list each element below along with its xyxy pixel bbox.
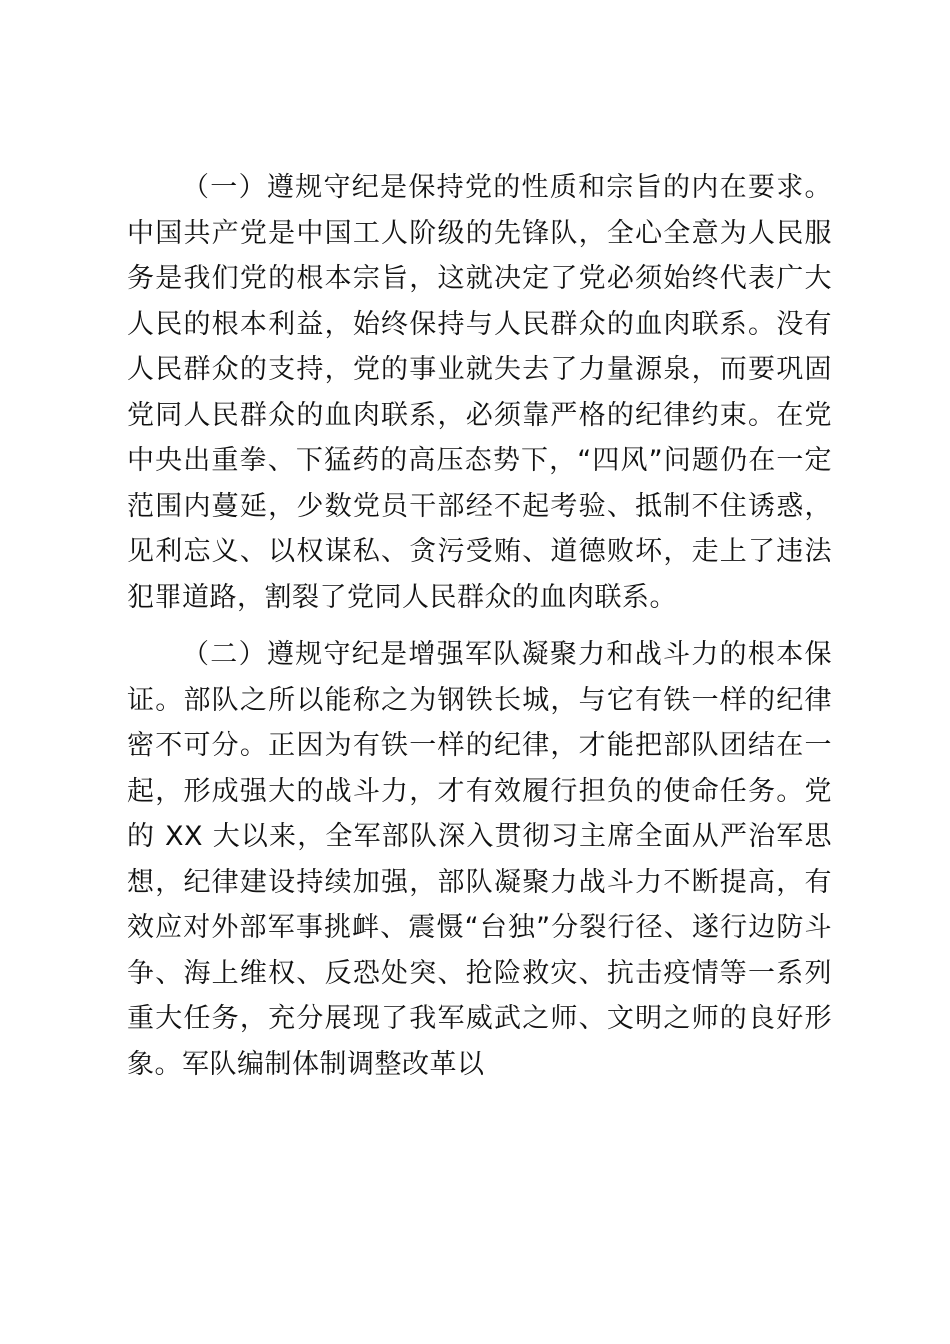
- paragraph-one: （一）遵规守纪是保持党的性质和宗旨的内在要求。中国共产党是中国工人阶级的先锋队，全心全意为人民服务是我们党的根本宗旨，这就决定了党必须始终代表广大人民的根本利益，始终保持与人民群众的血肉联系。没有人民群众的支持，党的事业就失去了力量源泉，而要巩固党同人民群众的血肉联系，必须靠严格的纪律约束。在党中央出重拳、下猛药的高压态势下，“四风”问题仍在一定范围内蔓延，少数党员干部经不起考验、抵制不住诱惑，见利忘义、以权谋私、贪污受贿、道德败坏，走上了违法犯罪道路，割裂了党同人民群众的血肉联系。: [127, 172, 832, 613]
- document-body: [127, 165, 832, 1087]
- paragraph-two: （二）遵规守纪是增强军队凝聚力和战斗力的根本保证。部队之所以能称之为钢铁长城，与它有铁一样的纪律密不可分。正因为有铁一样的纪律，才能把部队团结在一起，形成强大的战斗力，才有效履行担负的使命任务。党的 XX 大以来，全军部队深入贯彻习主席全面从严治军思想，纪律建设持续加强，部队凝聚力战斗力不断提高，有效应对外部军事挑衅、震慑“台独”分裂行径、遂行边防斗争、海上维权、反恐处突、抢险救灾、抗击疫情等一系列重大任务，充分展现了我军威武之师、文明之师的良好形象。军队编制体制调整改革以: [127, 639, 832, 1080]
